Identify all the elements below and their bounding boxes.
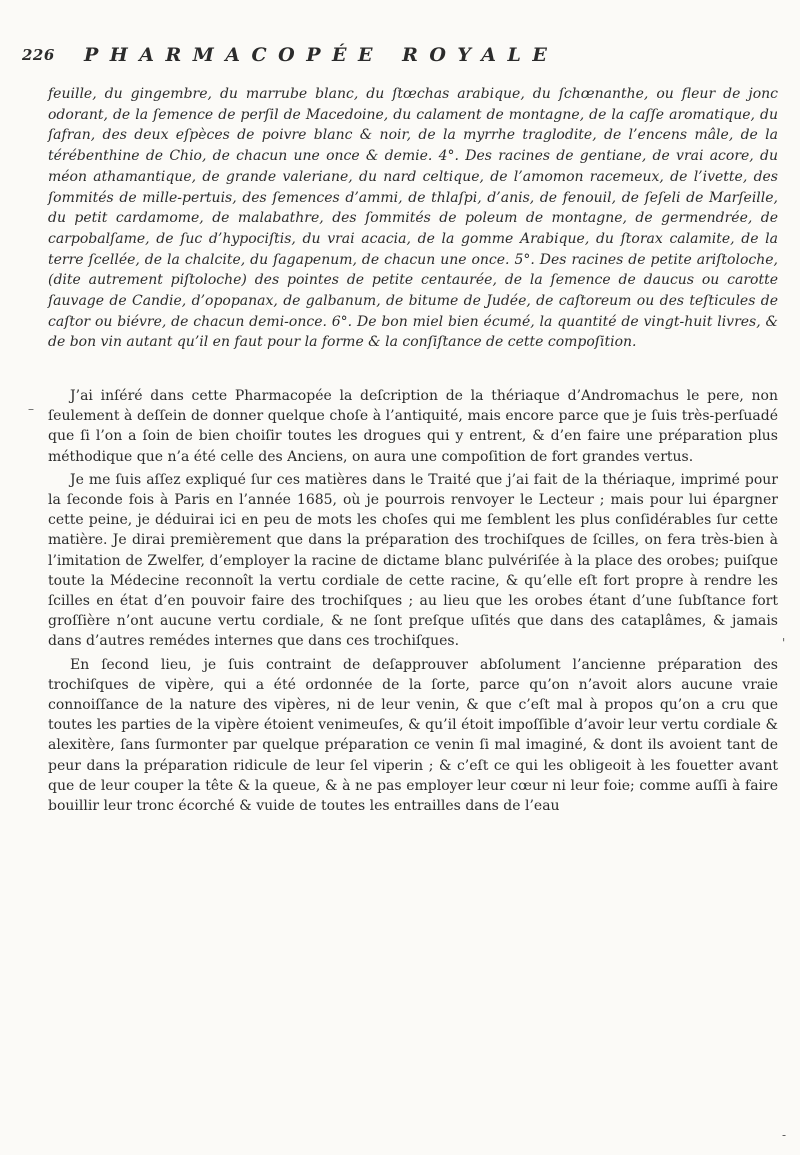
running-title: PHARMACOPÉE ROYALE [84,44,559,66]
paragraph-traite-theriaque: Je me ſuis aſſez expliqué ſur ces matières dans le Traité que j’ai fait de la thériaque, imprimé pour la ſeconde fois à Paris en l’année 1685, où je pourrois renvoyer le Lecteur ; mais pour lui épargner cette peine, je déduirai ici en peu de mots les choſes qui me ſemblent les plus conſidérables ſur cette matière. Je dirai premièrement que dans la préparation des trochiſques de ſcilles, on fera très-bien à l’imitation de Zwelfer, d’employer la racine de dictame blanc pulvériſée à la place des orobes; puiſque toute la Médecine reconnoît la vertu cordiale de cette racine, & qu’elle eſt fort propre à rendre les ſcilles en état d’en pouvoir faire des trochiſques ; au lieu que les orobes étant d’une ſubſtance fort groſſière n’ont aucune vertu cordiale, & ne ſont preſque uſités que dans des cataplâmes, & jamais dans d’autres remédes internes que dans ces trochiſques. [48,471,778,650]
page-header [22,44,742,72]
margin-dash-mark: – [28,402,34,416]
page-number: 226 [22,46,55,64]
recipe-paragraph: feuille, du gingembre, du marrube blanc, du ſtœchas arabique, du ſchœnanthe, ou fleur de jonc odorant, de la ſemence de perſil de Macedoine, du calament de montagne, de la caſſe aromatique, du ſafran, des deux eſpèces de poivre blanc & noir, de la myrrhe traglodite, de l’encens mâle, de la térébenthine de Chio, de chacun une once & demie. 4°. Des racines de gentiane, de vrai acore, du méon athamantique, de grande valeriane, du nard celtique, de l’amomon racemeux, de l’ivette, des ſommités de mille-pertuis, des ſemences d’ammi, de thlaſpi, d’anis, de fenouil, de ſeſeli de Marſeille, du petit cardamome, de malabathre, des ſommités de poleum de montagne, de germendrée, de carpobalſame, de ſuc d’hypociſtis, du vrai acacia, de la gomme Arabique, du ſtorax calamite, de la terre ſcellée, de la chalcite, du ſagapenum, de chacun une once. 5°. Des racines de petite ariſtoloche, (dite autrement piſtoloche) des pointes de petite centaurée, de la ſemence de daucus ou carotte ſauvage de Candie, d’opopanax, de galbanum, de bitume de Judée, de caſtoreum ou des teſticules de caſtor ou biévre, de chacun demi-once. 6°. De bon miel bien écumé, la quantité de vingt-huit livres, & de bon vin autant qu’il en faut pour la forme & la conſiſtance de cette compoſition. [48,86,778,351]
recipe-text-block [48,84,778,353]
commentary-text-block [48,386,778,816]
margin-dash-mark-bottom: - [782,1128,787,1142]
margin-tick-mark: ' [782,636,786,650]
paragraph-andromachus: J’ai inſéré dans cette Pharmacopée la deſcription de la thériaque d’Andromachus le pere, non ſeulement à deſſein de donner quelque choſe à l’antiquité, mais encore parce que je ſuis très-perſuadé que ſi l’on a ſoin de bien choiſir toutes les drogues qui y entrent, & d’en faire une préparation plus méthodique que n’a été celle des Anciens, on aura une compoſition de fort grandes vertus. [48,388,778,465]
paragraph-trochisques-vipere: En ſecond lieu, je ſuis contraint de deſapprouver abſolument l’ancienne préparation des trochiſques de vipère, qui a été ordonnée de la ſorte, parce qu’on n’avoit alors aucune vraie connoiſſance de la nature des vipères, ni de leur venin, & que c’eſt mal à propos qu’on a cru que toutes les parties de la vipère étoient venimeuſes, & qu’il étoit impoſſible d’avoir leur vertu cordiale & alexitère, ſans ſurmonter par quelque préparation ce venin ſi mal imaginé, & dont ils avoient tant de peur dans la préparation ridicule de leur ſel viperin ; & c’eſt ce qui les obligeoit à les fouetter avant que de leur couper la tête & la queue, & à ne pas employer leur cœur ni leur foie; comme auſſi à faire bouillir leur tronc écorché & vuide de toutes les entrailles dans de l’eau [48,656,778,815]
